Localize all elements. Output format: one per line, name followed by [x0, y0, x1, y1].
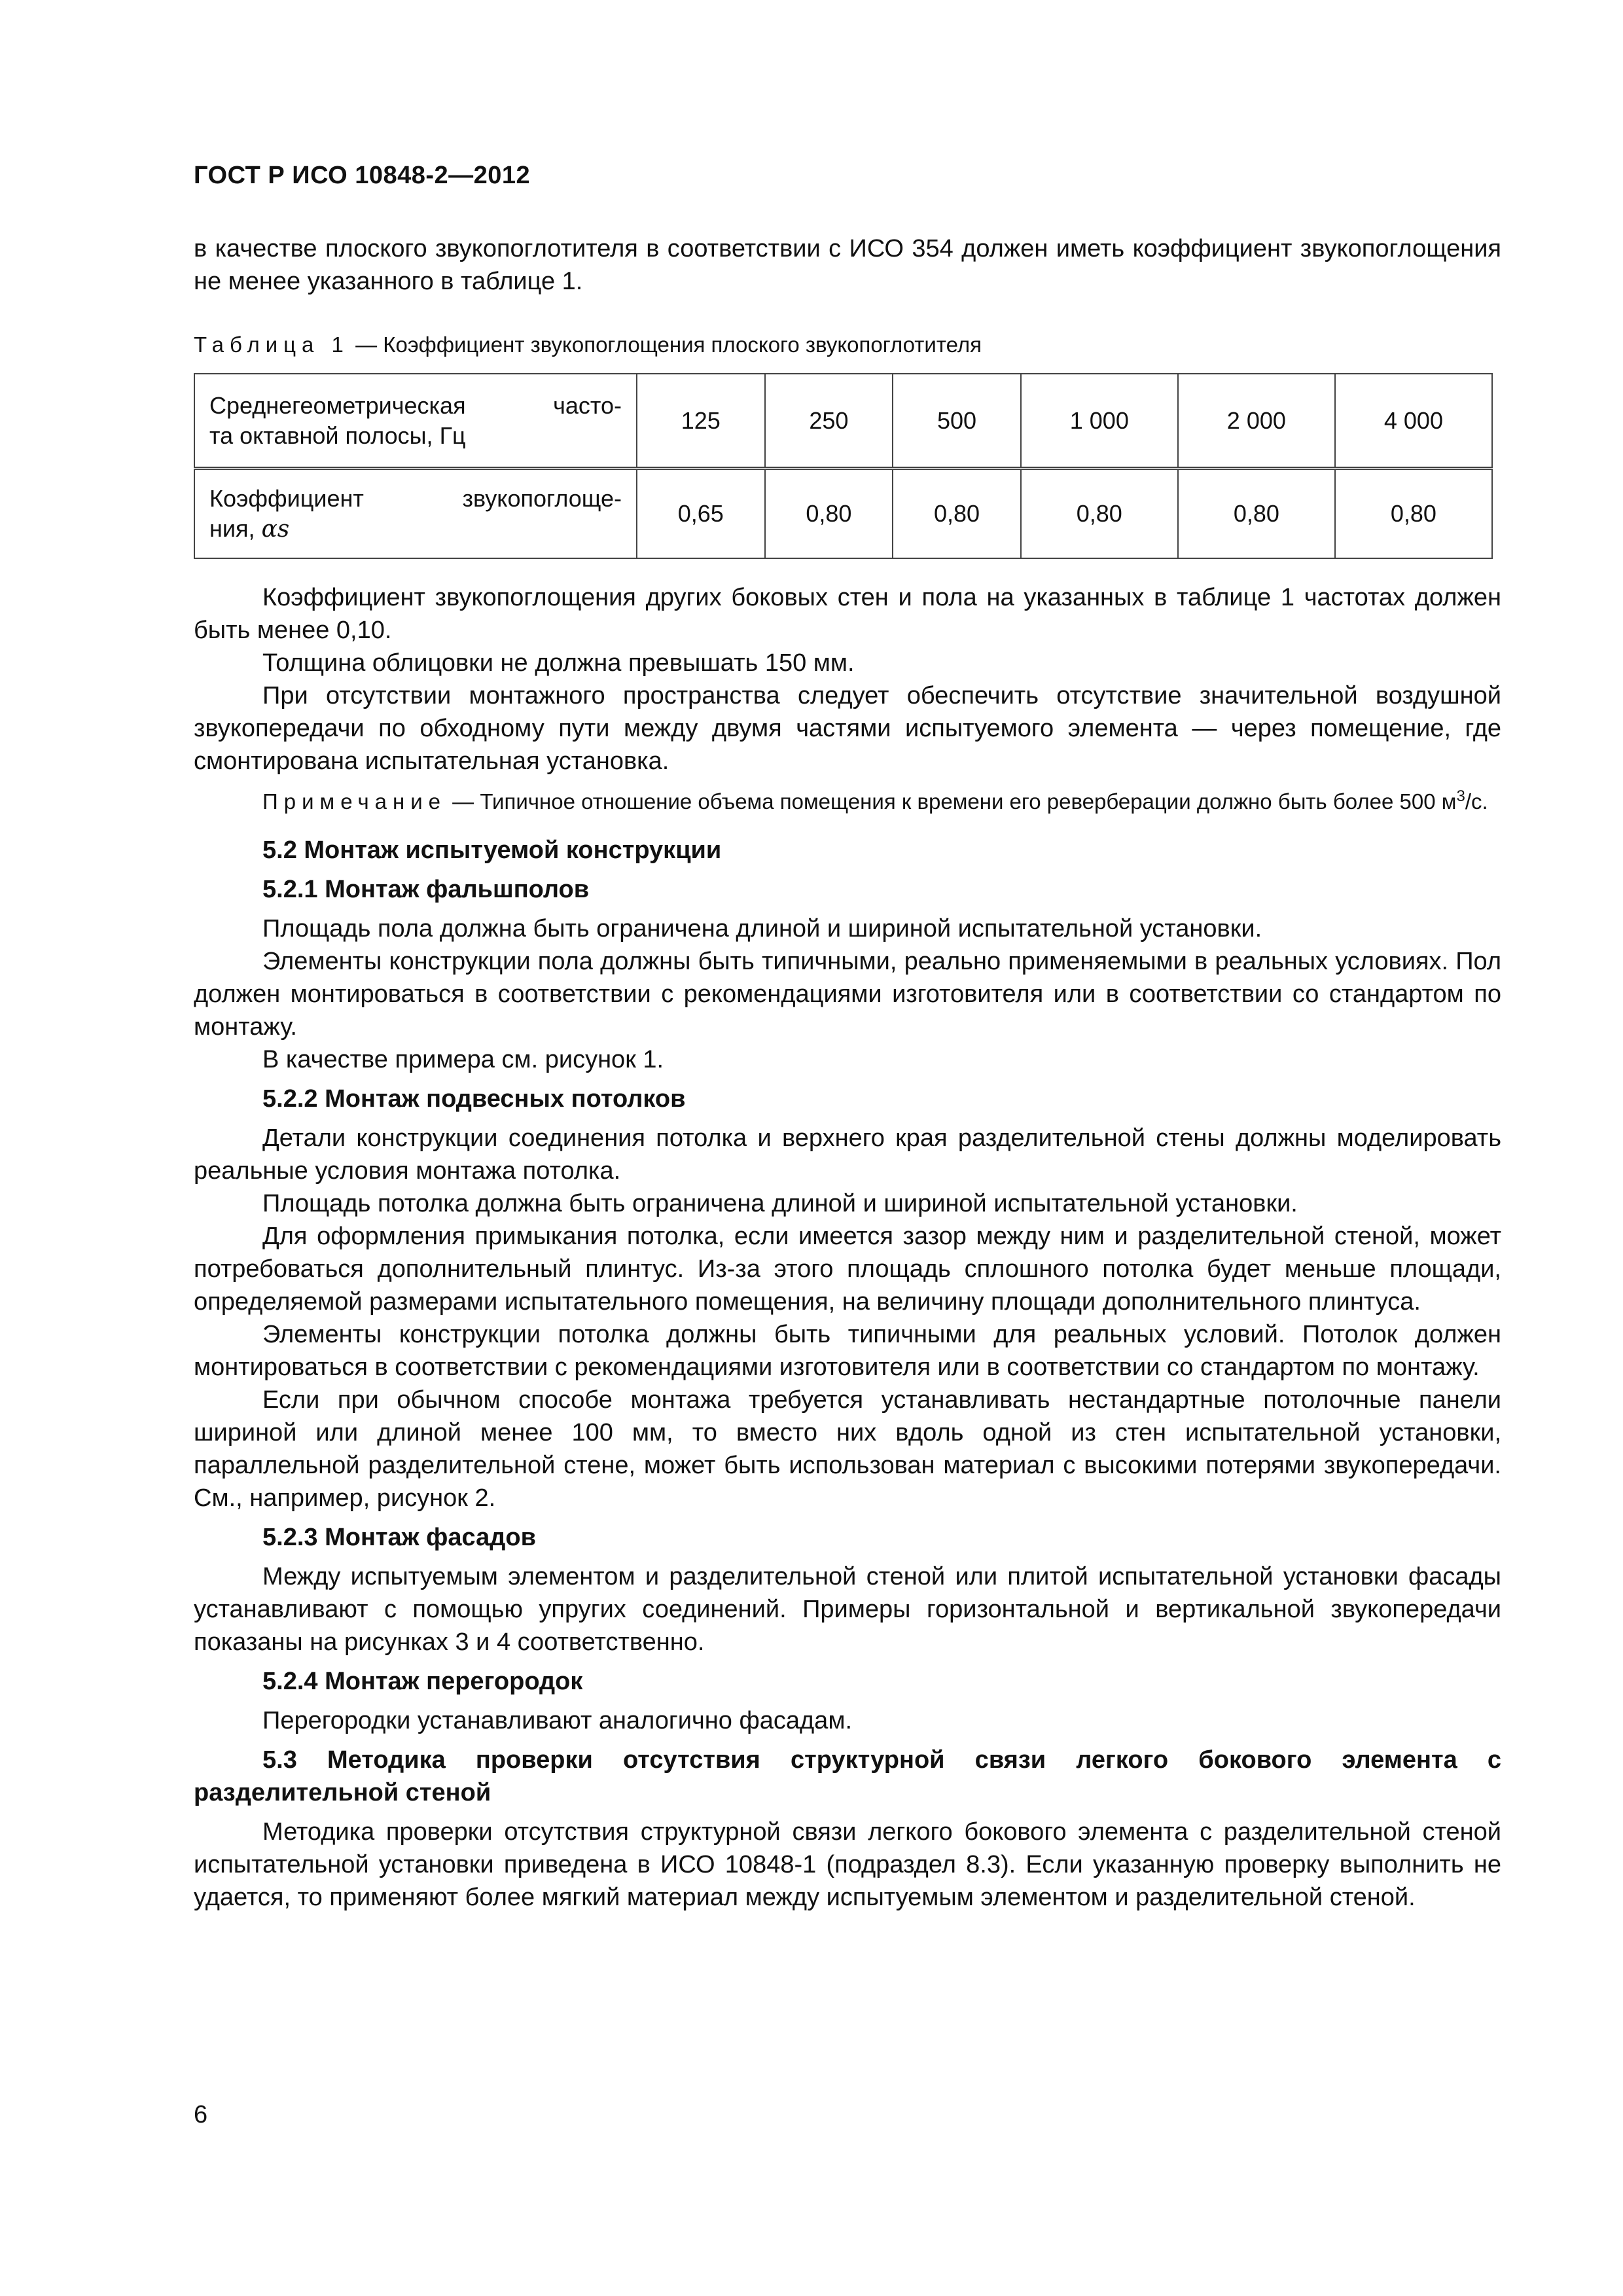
paragraph: Методика проверки отсутствия структурной связи легкого бокового элемента с разделительной стеной испытательной установки приведена в ИСО 10848-1 (подраздел 8.3). Если указанную проверку выполнить не удается, то применяют более мягкий материал между испытуемым элементом и разделительной стеной.: [194, 1818, 1501, 1911]
paragraph: Толщина облицовки не должна превышать 150 мм.: [262, 649, 855, 677]
freq-cell: 2 000: [1178, 374, 1335, 469]
note-superscript: 3: [1456, 787, 1465, 805]
section-heading-5-2-1: 5.2.1 Монтаж фальшполов: [262, 876, 590, 903]
coef-cell: 0,65: [637, 469, 765, 559]
coef-cell: 0,80: [765, 469, 893, 559]
table-row-frequency: [194, 374, 1492, 469]
main-body: [194, 581, 1501, 1914]
row-header-coefficient-line1: Коэффициент звукопоглоще-: [209, 484, 622, 512]
paragraph: Между испытуемым элементом и разделительной стеной или плитой испытательной установки фасады устанавливают с помощью упругих соединений. Примеры горизонтальной и вертикальной звукопередачи показаны на рисунках 3 и 4 соответственно.: [194, 1563, 1501, 1656]
coef-cell: 0,80: [1335, 469, 1492, 559]
row-header-frequency: [194, 374, 637, 469]
table-row-coefficient: [194, 469, 1492, 559]
paragraph: Площадь пола должна быть ограничена длиной и шириной испытательной установки.: [262, 915, 1262, 942]
paragraph: Элементы конструкции потолка должны быть типичными для реальных условий. Потолок должен монтироваться в соответствии с рекомендациями изготовителя или в соответствии со стандартом по монтажу.: [194, 1321, 1501, 1381]
section-heading-5-2-3: 5.2.3 Монтаж фасадов: [262, 1524, 536, 1551]
paragraph: Если при обычном способе монтажа требуется устанавливать нестандартные потолочные панели шириной или длиной менее 100 мм, то вместо них вдоль одной из стен испытательной установки, параллельной разделительной стене, может быть использован материал с высокими потерями звукопередачи. См., например, рисунок 2.: [194, 1386, 1501, 1512]
row-header-frequency-line2: та октавной полосы, Гц: [209, 422, 466, 449]
coef-cell: 0,80: [1178, 469, 1335, 559]
section-heading-5-2-4: 5.2.4 Монтаж перегородок: [262, 1668, 583, 1695]
intro-paragraph-block: [194, 232, 1501, 298]
paragraph: Элементы конструкции пола должны быть типичными, реально применяемыми в реальных условиях. Пол должен монтироваться в соответствии с рекомендациями изготовителя или в соответствии со стандартом по монтажу.: [194, 948, 1501, 1041]
section-heading-5-2-2: 5.2.2 Монтаж подвесных потолков: [262, 1085, 686, 1113]
freq-cell: 125: [637, 374, 765, 469]
section-heading-5-3: 5.3 Методика проверки отсутствия структурной связи легкого бокового элемента с разделительной стеной: [194, 1746, 1501, 1806]
note-label: Примечание: [262, 789, 447, 814]
table-caption-label: Таблица 1: [194, 332, 349, 357]
document-header: ГОСТ Р ИСО 10848-2—2012: [194, 162, 531, 189]
paragraph: Площадь потолка должна быть ограничена длиной и шириной испытательной установки.: [262, 1190, 1298, 1217]
absorption-table: [194, 373, 1493, 559]
alpha-symbol: αs: [261, 515, 290, 543]
paragraph: Перегородки устанавливают аналогично фасадам.: [262, 1707, 852, 1734]
paragraph: Детали конструкции соединения потолка и верхнего края разделительной стены должны моделировать реальные условия монтажа потолка.: [194, 1124, 1501, 1185]
freq-cell: 500: [893, 374, 1021, 469]
coef-cell: 0,80: [1021, 469, 1178, 559]
freq-cell: 250: [765, 374, 893, 469]
row-header-frequency-line1: Среднегеометрическая часто-: [209, 391, 622, 419]
paragraph: При отсутствии монтажного пространства следует обеспечить отсутствие значительной воздушной звукопередачи по обходному пути между двумя частями испытуемого элемента — через помещение, где смонтирована испытательная установка.: [194, 682, 1501, 775]
note-text: — Типичное отношение объема помещения к времени его реверберации должно быть более 500 м: [446, 789, 1457, 814]
paragraph: Для оформления примыкания потолка, если имеется зазор между ним и разделительной стеной, может потребоваться дополнительный плинтус. Из-за этого площадь сплошного потолка будет меньше площади, определяемой размерами испытательного помещения, на величину площади дополнительного плинтуса.: [194, 1223, 1501, 1316]
row-header-coefficient-text: ния,: [209, 514, 262, 542]
note: [194, 787, 1501, 817]
freq-cell: 4 000: [1335, 374, 1492, 469]
paragraph: В качестве примера см. рисунок 1.: [262, 1046, 664, 1073]
row-header-coefficient: [194, 469, 637, 559]
page-number: 6: [194, 2101, 208, 2128]
paragraph: Коэффициент звукопоглощения других боковых стен и пола на указанных в таблице 1 частотах должен быть менее 0,10.: [194, 584, 1501, 644]
freq-cell: 1 000: [1021, 374, 1178, 469]
table-caption: [194, 332, 982, 357]
intro-paragraph: в качестве плоского звукопоглотителя в соответствии с ИСО 354 должен иметь коэффициент звукопоглощения не менее указанного в таблице 1.: [194, 235, 1501, 295]
coef-cell: 0,80: [893, 469, 1021, 559]
table-caption-text: — Коэффициент звукопоглощения плоского звукопоглотителя: [349, 332, 982, 357]
note-tail: /с.: [1465, 789, 1488, 814]
section-heading-5-2: 5.2 Монтаж испытуемой конструкции: [262, 836, 722, 864]
row-header-coefficient-line2: [209, 514, 622, 545]
